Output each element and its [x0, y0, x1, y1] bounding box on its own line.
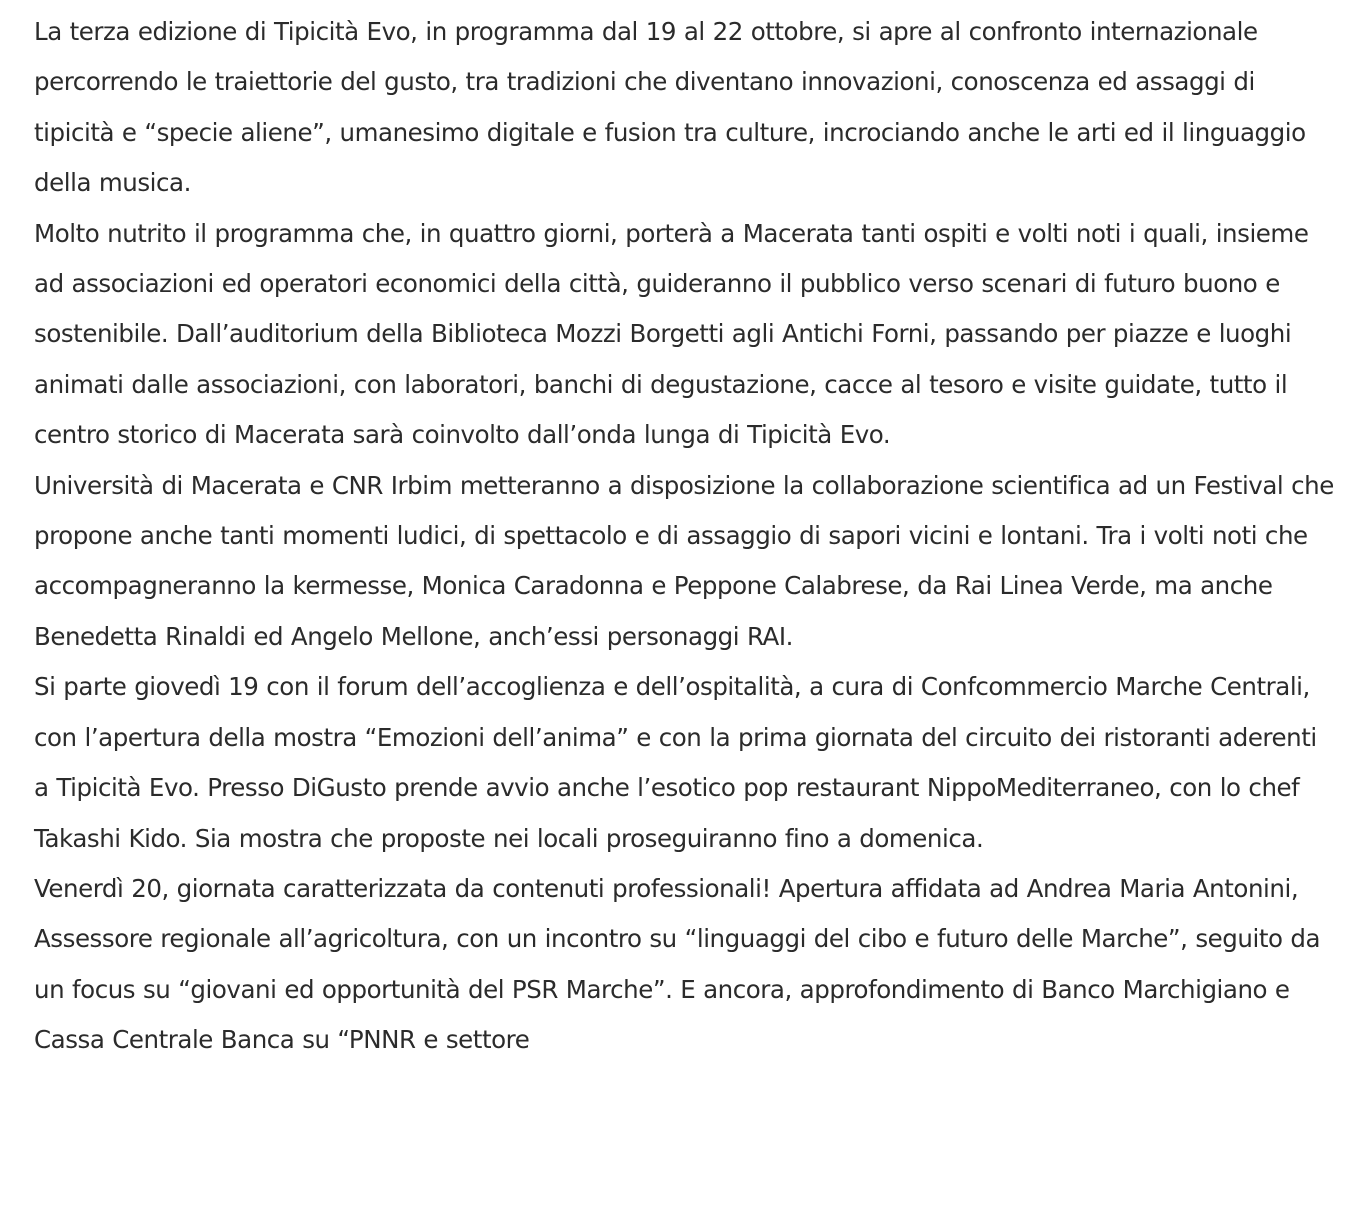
article-body — [34, 7, 1334, 1066]
paragraph-venerdi: Venerdì 20, giornata caratterizzata da contenuti professionali! Apertura affidata ad Andrea Maria Antonini, Assessore regionale all’agricoltura, con un incontro su “linguaggi del cibo e futuro delle Marche”, seguito da un focus su “giovani ed opportunità del PSR Marche”. E ancora, approfondimento di Banco Marchigiano e Cassa Centrale Banca su “PNNR e settore — [34, 873, 1321, 1055]
paragraph-universita: Università di Macerata e CNR Irbim metteranno a disposizione la collaborazione scientifica ad un Festival che propone anche tanti momenti ludici, di spettacolo e di assaggio di sapori vicini e lontani. Tra i volti noti che accompagneranno la kermesse, Monica Caradonna e Peppone Calabrese, da Rai Linea Verde, ma anche Benedetta Rinaldi ed Angelo Mellone, anch’essi personaggi RAI. — [34, 470, 1334, 651]
paragraph-giovedi: Si parte giovedì 19 con il forum dell’accoglienza e dell’ospitalità, a cura di Confcommercio Marche Centrali, con l’apertura della mostra “Emozioni dell’anima” e con la prima giornata del circuito dei ristoranti aderenti a Tipicità Evo. Presso DiGusto prende avvio anche l’esotico pop restaurant NippoMediterraneo, con lo chef Takashi Kido. Sia mostra che proposte nei locali proseguiranno fino a domenica. — [34, 672, 1317, 853]
paragraph-intro: La terza edizione di Tipicità Evo, in programma dal 19 al 22 ottobre, si apre al confronto internazionale percorrendo le traiettorie del gusto, tra tradizioni che diventano innovazioni, conoscenza ed assaggi di tipicità e “specie aliene”, umanesimo digitale e fusion tra culture, incrociando anche le arti ed il linguaggio della musica. — [34, 17, 1306, 198]
paragraph-programma: Molto nutrito il programma che, in quattro giorni, porterà a Macerata tanti ospiti e volti noti i quali, insieme ad associazioni ed operatori economici della città, guideranno il pubblico verso scenari di futuro buono e sostenibile. Dall’auditorium della Biblioteca Mozzi Borgetti agli Antichi Forni, passando per piazze e luoghi animati dalle associazioni, con laboratori, banchi di degustazione, cacce al tesoro e visite guidate, tutto il centro storico di Macerata sarà coinvolto dall’onda lunga di Tipicità Evo. — [34, 218, 1309, 450]
